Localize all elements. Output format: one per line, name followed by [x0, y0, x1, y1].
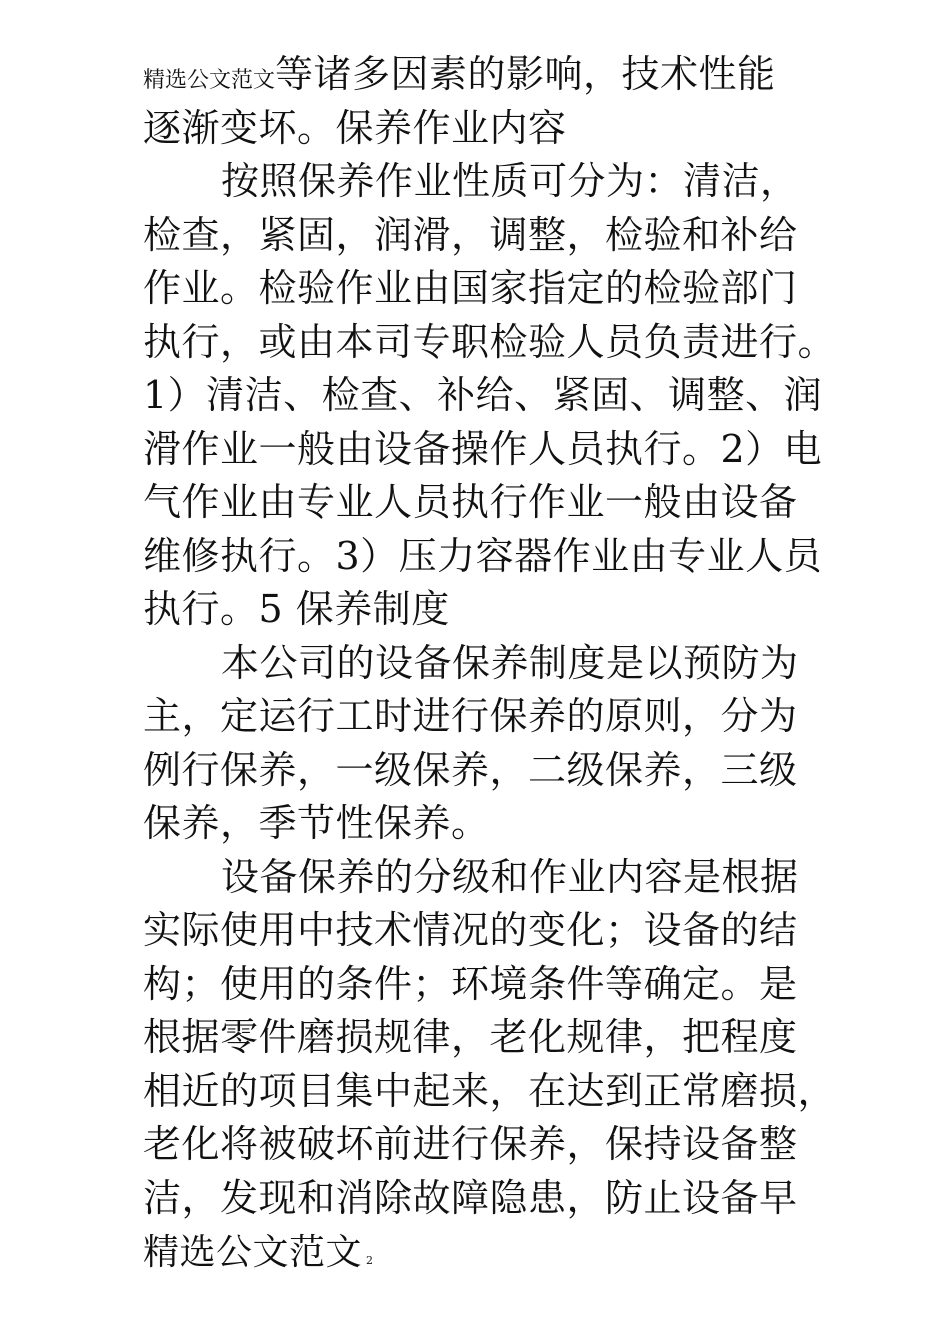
body-line-5: 作业。检验作业由国家指定的检验部门	[143, 266, 798, 310]
body-line-19: 根据零件磨损规律，老化规律，把程度	[143, 1015, 798, 1059]
body-line-11: 执行。5 保养制度	[143, 587, 450, 631]
page-number: 2	[366, 1254, 374, 1267]
body-line-14: 例行保养，一级保养，二级保养，三级	[143, 747, 798, 792]
body-line-8: 滑作业一般由设备操作人员执行。2）电	[143, 426, 823, 471]
footer-label: 精选公文范文	[143, 1232, 363, 1273]
body-line-21: 老化将被破坏前进行保养，保持设备整	[143, 1122, 798, 1166]
body-line-20: 相近的项目集中起来，在达到正常磨损，	[143, 1068, 837, 1113]
body-line-18: 构；使用的条件；环境条件等确定。是	[143, 961, 798, 1006]
body-line-22: 洁，发现和消除故障隐患，防止设备早	[143, 1175, 798, 1220]
body-line-6: 执行，或由本司专职检验人员负责进行。	[143, 319, 837, 364]
body-line-17: 实际使用中技术情况的变化；设备的结	[143, 908, 798, 952]
page-footer	[143, 1225, 833, 1279]
body-line-13: 主，定运行工时进行保养的原则，分为	[143, 694, 798, 738]
paragraph-start: 本公司的设备保养制度是以预防为	[221, 640, 799, 685]
body-line-7: 1）清洁、检查、补给、紧固、调整、润	[143, 373, 823, 417]
body-line-9: 气作业由专业人员执行作业一般由设备	[143, 480, 798, 524]
body-line-15: 保养，季节性保养。	[143, 801, 490, 845]
header-label: 精选公文范文	[143, 68, 276, 93]
body-line-1	[143, 48, 833, 102]
body-text: 等诸多因素的影响，技术性能	[275, 52, 776, 96]
paragraph-start: 按照保养作业性质可分为：清洁，	[221, 159, 799, 203]
paragraph-start: 设备保养的分级和作业内容是根据	[221, 854, 799, 899]
body-line-4: 检查，紧固，润滑，调整，检验和补给	[143, 212, 798, 257]
body-line-2: 逐渐变坏。保养作业内容	[143, 105, 567, 150]
document-body	[143, 48, 837, 1279]
body-line-10: 维修执行。3）压力容器作业由专业人员	[143, 533, 823, 578]
